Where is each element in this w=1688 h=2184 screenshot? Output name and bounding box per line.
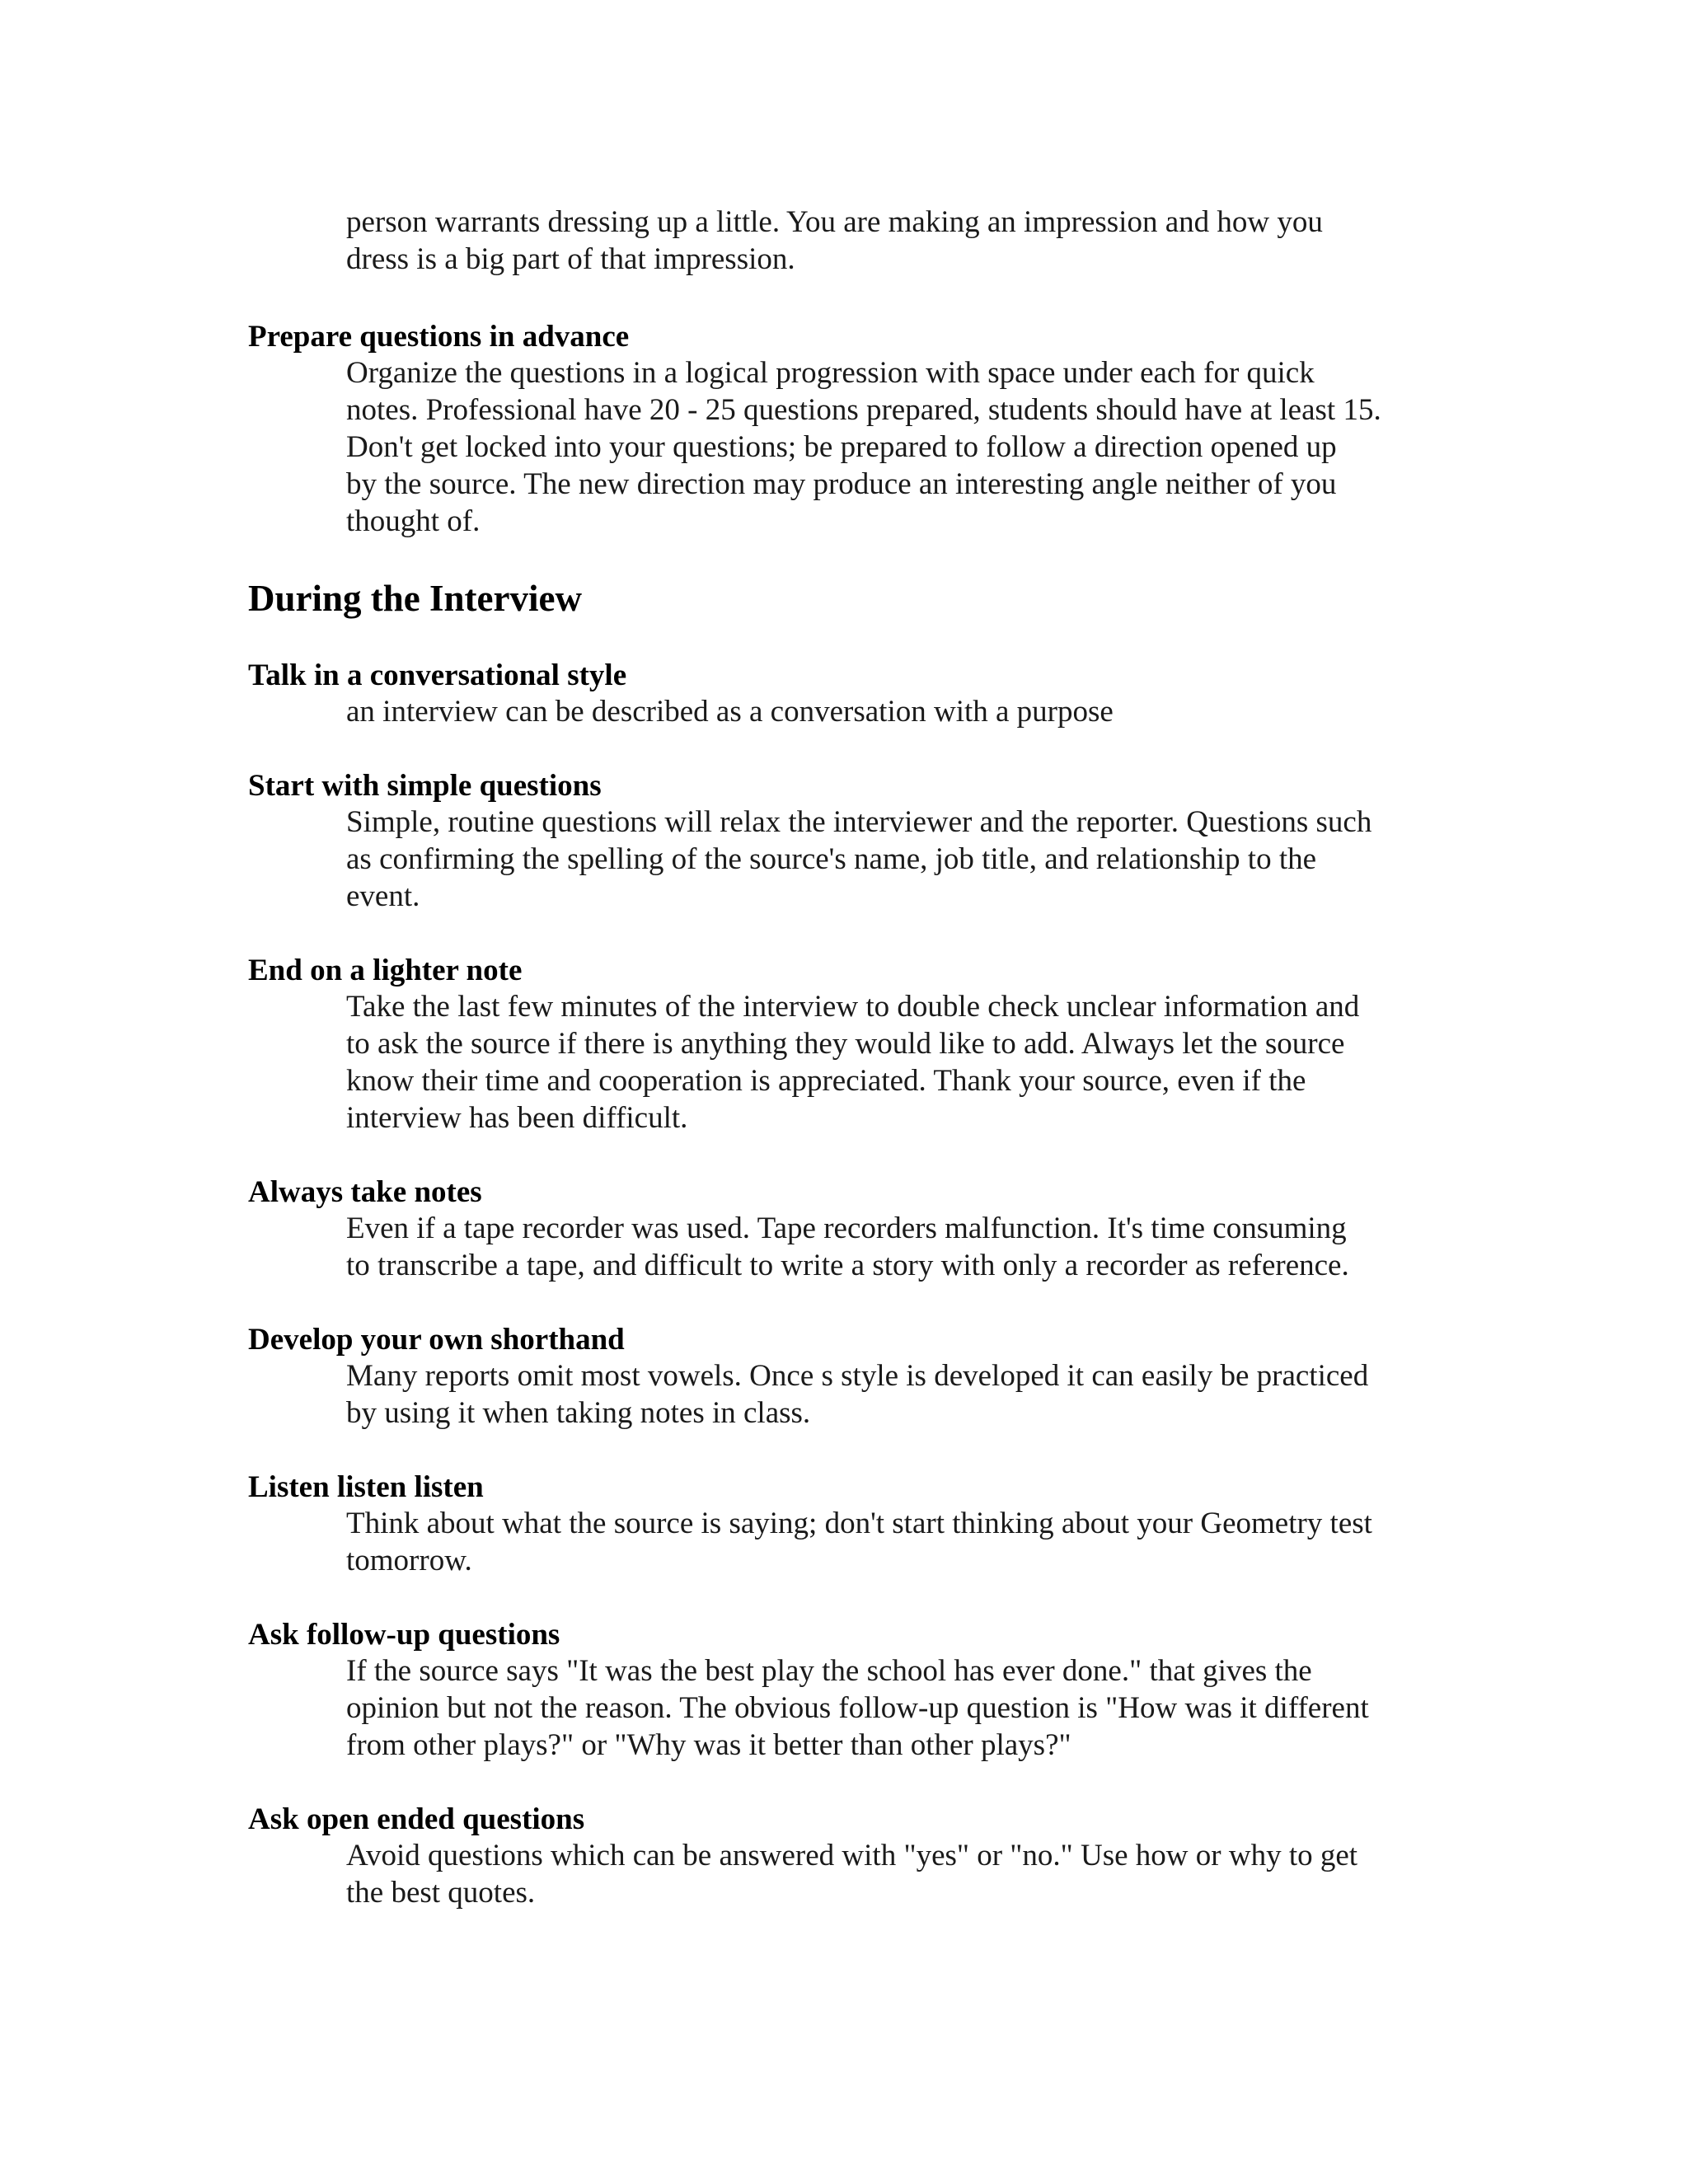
item-line: interview has been difficult. bbox=[346, 1101, 688, 1135]
intro-paragraph bbox=[346, 204, 1323, 278]
item-paragraph bbox=[346, 1505, 1372, 1579]
item-paragraph bbox=[346, 1837, 1357, 1911]
item-heading: Ask follow-up questions bbox=[248, 1618, 560, 1652]
item-line: event. bbox=[346, 879, 420, 913]
item-line: to transcribe a tape, and difficult to write a story with only a recorder as reference. bbox=[346, 1249, 1349, 1282]
prepare-line: by the source. The new direction may produce an interesting angle neither of you bbox=[346, 467, 1337, 501]
item-line: Avoid questions which can be answered with "yes" or "no." Use how or why to get bbox=[346, 1839, 1358, 1872]
item-paragraph bbox=[346, 804, 1372, 915]
intro-line: dress is a big part of that impression. bbox=[346, 242, 795, 276]
item-paragraph bbox=[346, 693, 1114, 730]
item-line: Many reports omit most vowels. Once s style is developed it can easily be practiced bbox=[346, 1359, 1369, 1393]
prepare-line: Organize the questions in a logical progression with space under each for quick bbox=[346, 356, 1315, 390]
item-paragraph bbox=[346, 1210, 1349, 1284]
prepare-paragraph bbox=[346, 354, 1381, 540]
intro-line: person warrants dressing up a little. You are making an impression and how you bbox=[346, 205, 1323, 239]
prepare-line: thought of. bbox=[346, 504, 481, 538]
prepare-heading: Prepare questions in advance bbox=[248, 320, 630, 354]
item-line: opinion but not the reason. The obvious follow-up question is "How was it different bbox=[346, 1691, 1369, 1725]
item-line: as confirming the spelling of the source's name, job title, and relationship to the bbox=[346, 842, 1317, 876]
item-line: the best quotes. bbox=[346, 1876, 536, 1910]
item-line: Simple, routine questions will relax the interviewer and the reporter. Questions such bbox=[346, 805, 1372, 839]
prepare-line: Don't get locked into your questions; be prepared to follow a direction opened up bbox=[346, 430, 1337, 464]
item-paragraph bbox=[346, 1652, 1369, 1764]
prepare-line: notes. Professional have 20 - 25 questions prepared, students should have at least 15. bbox=[346, 393, 1381, 427]
item-line: tomorrow. bbox=[346, 1544, 472, 1577]
item-heading: End on a lighter note bbox=[248, 954, 523, 987]
item-heading: Always take notes bbox=[248, 1175, 482, 1209]
item-line: know their time and cooperation is appreciated. Thank your source, even if the bbox=[346, 1064, 1306, 1098]
item-line: an interview can be described as a conversation with a purpose bbox=[346, 695, 1114, 729]
item-heading: Talk in a conversational style bbox=[248, 658, 627, 692]
item-line: to ask the source if there is anything they would like to add. Always let the source bbox=[346, 1027, 1345, 1061]
item-line: Take the last few minutes of the interview to double check unclear information and bbox=[346, 990, 1360, 1024]
item-heading: Develop your own shorthand bbox=[248, 1323, 625, 1357]
item-line: by using it when taking notes in class. bbox=[346, 1396, 811, 1430]
item-paragraph bbox=[346, 988, 1359, 1137]
item-line: Even if a tape recorder was used. Tape recorders malfunction. It's time consuming bbox=[346, 1212, 1347, 1245]
section-heading: During the Interview bbox=[248, 578, 582, 619]
item-heading: Start with simple questions bbox=[248, 769, 602, 803]
item-paragraph bbox=[346, 1357, 1368, 1432]
item-line: If the source says "It was the best play the school has ever done." that gives the bbox=[346, 1654, 1312, 1688]
item-line: Think about what the source is saying; don't start thinking about your Geometry test bbox=[346, 1507, 1372, 1540]
item-heading: Ask open ended questions bbox=[248, 1802, 585, 1836]
item-heading: Listen listen listen bbox=[248, 1470, 484, 1504]
item-line: from other plays?" or "Why was it better than other plays?" bbox=[346, 1728, 1071, 1762]
